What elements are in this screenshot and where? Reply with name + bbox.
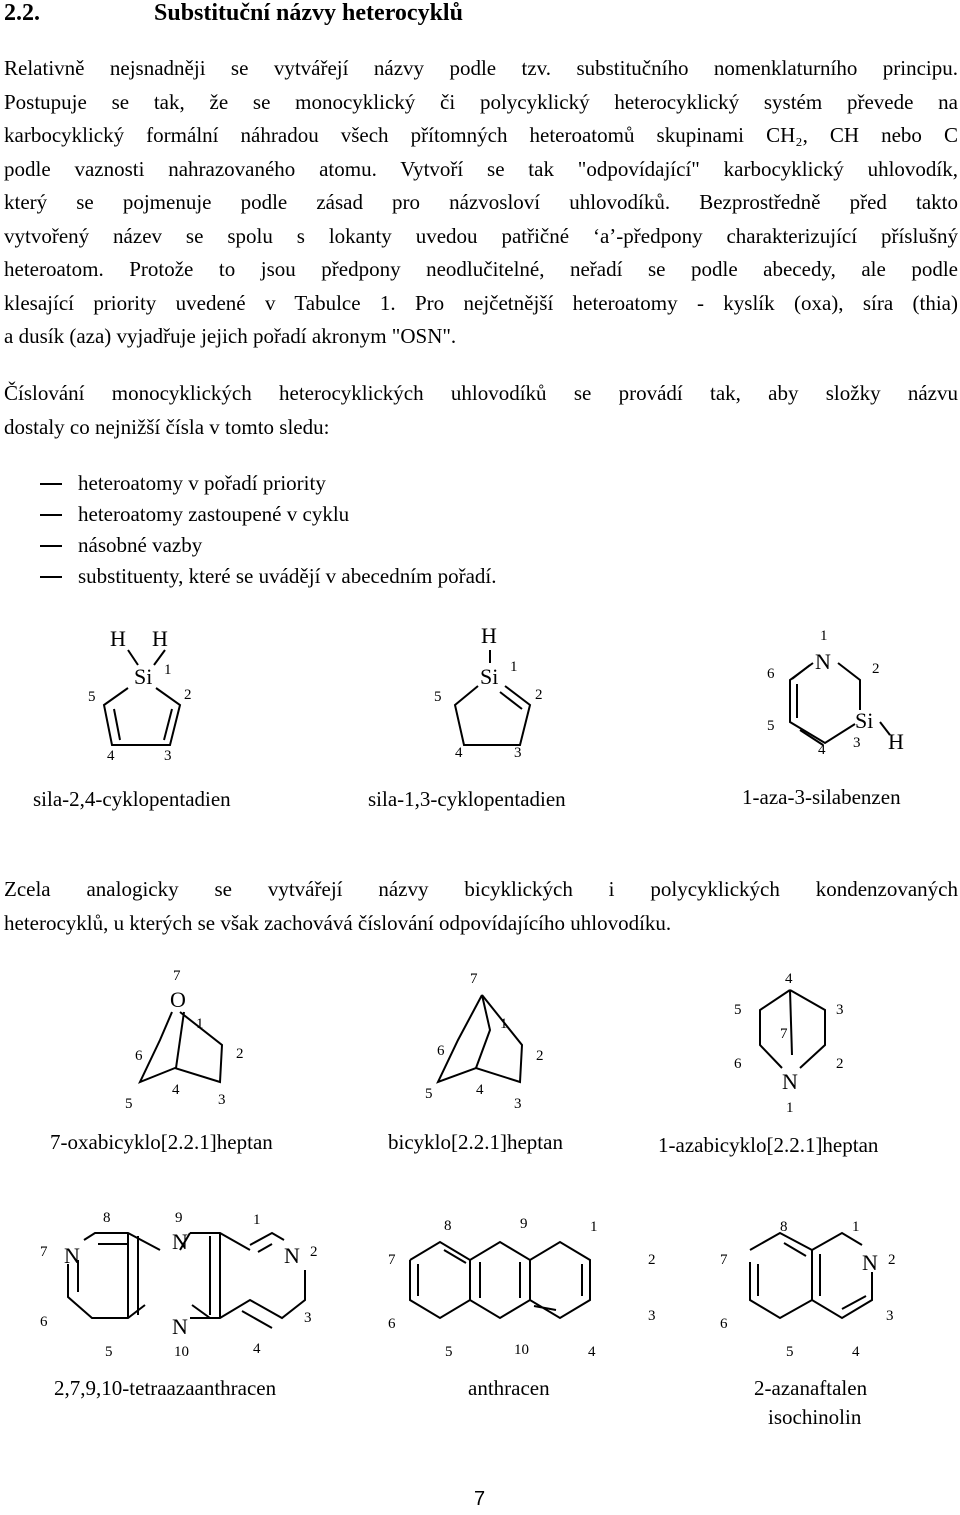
locant: 2 (535, 687, 543, 703)
locant: 2 (836, 1056, 844, 1072)
locant: 7 (40, 1244, 48, 1260)
locant: 6 (388, 1316, 396, 1332)
locant: 1 (590, 1219, 598, 1235)
locant: 4 (818, 742, 826, 758)
locant: 5 (734, 1002, 742, 1018)
list-item: substituenty, které se uvádějí v abecedním pořadí. (4, 561, 497, 592)
text-line: klesající priority uvedené v Tabulce 1. Pro nejčetnější heteroatomy - kyslík (oxa), síra (thia) (4, 290, 958, 315)
locant: 1 (196, 1016, 204, 1032)
locant: 6 (437, 1043, 445, 1059)
locant: 1 (500, 1016, 508, 1032)
caption: anthracen (468, 1376, 550, 1400)
locant: 5 (125, 1096, 133, 1112)
locant: 3 (304, 1310, 312, 1326)
locant: 10 (514, 1342, 529, 1358)
locant: 4 (253, 1341, 261, 1357)
atom-n: N (782, 1069, 798, 1094)
atom-n: N (172, 1314, 188, 1339)
caption: 1-azabicyklo[2.2.1]heptan (658, 1133, 879, 1157)
isoquinoline-structure (750, 1233, 872, 1318)
locant: 2 (184, 687, 192, 703)
list-item: násobné vazby (4, 530, 497, 561)
atom-o: O (170, 987, 186, 1012)
locant: 2 (236, 1046, 244, 1062)
locant: 4 (455, 745, 463, 761)
atom-n: N (815, 649, 831, 674)
atom-n: N (172, 1229, 188, 1254)
locant: 5 (425, 1086, 433, 1102)
text-line: vytvořený název se spolu s lokanty uvedou patřičné ‘a’-předpony charakterizující příslušný (4, 223, 958, 248)
text-line: dostaly co nejnižší čísla v tomto sledu: (4, 414, 330, 439)
atom-n: N (284, 1243, 300, 1268)
locant: 5 (105, 1344, 113, 1360)
locant: 6 (734, 1056, 742, 1072)
atom-n: N (862, 1250, 878, 1275)
caption: isochinolin (768, 1405, 862, 1429)
locant: 7 (720, 1252, 728, 1268)
locant: 6 (135, 1048, 143, 1064)
locant: 1 (164, 662, 172, 678)
locant: 7 (173, 968, 181, 984)
locant: 4 (588, 1344, 596, 1360)
row2-labels (50, 968, 879, 1157)
caption: bicyklo[2.2.1]heptan (388, 1130, 563, 1154)
locant: 3 (886, 1308, 894, 1324)
atom-h: H (110, 626, 126, 651)
text-line: Relativně nejsnadněji se vytvářejí názvy podle tzv. substitučního nomenklaturního principu. (4, 56, 958, 80)
locant: 1 (852, 1219, 860, 1235)
locant: 3 (164, 748, 172, 764)
atom-h: H (152, 626, 168, 651)
locant: 7 (470, 971, 478, 987)
atom-n: N (64, 1243, 80, 1268)
locant: 4 (852, 1344, 860, 1360)
locant: 2 (536, 1048, 544, 1064)
locant: 2 (888, 1252, 896, 1268)
atom-h: H (888, 729, 904, 754)
text-line: Číslování monocyklických heterocyklických uhlovodíků se provádí tak, aby složky názvu (4, 381, 958, 405)
anthracene-structure (410, 1242, 590, 1318)
atom-si: Si (855, 708, 874, 733)
locant: 9 (175, 1210, 183, 1226)
locant: 3 (514, 745, 522, 761)
list-item: heteroatomy v pořadí priority (4, 468, 497, 499)
locant: 5 (434, 689, 442, 705)
section-title: Substituční názvy heterocyklů (154, 0, 463, 26)
text-line: heterocyklů, u kterých se však zachovává číslování odpovídajícího uhlovodíku. (4, 910, 672, 935)
caption: sila-2,4-cyklopentadien (33, 787, 231, 811)
locant: 6 (767, 666, 775, 682)
locant: 8 (103, 1210, 111, 1226)
locant: 7 (780, 1026, 788, 1042)
caption: 7-oxabicyklo[2.2.1]heptan (50, 1130, 273, 1154)
locant: 4 (107, 748, 115, 764)
locant: 8 (780, 1219, 788, 1235)
locant: 5 (445, 1344, 453, 1360)
locant: 2 (872, 661, 880, 677)
locant: 4 (476, 1082, 484, 1098)
list-item: heteroatomy zastoupené v cyklu (4, 499, 497, 530)
caption: 2,7,9,10-tetraazaanthracen (54, 1376, 277, 1400)
caption: 1-aza-3-silabenzen (742, 785, 901, 809)
locant: 8 (444, 1218, 452, 1234)
text-line: karbocyklický formální náhradou všech přítomných heteroatomů skupinami CH₂, CH nebo C (4, 123, 958, 147)
azabicycloheptane-structure (760, 990, 825, 1068)
oxabicycloheptane-structure (140, 1012, 222, 1082)
bicycloheptane-structure (438, 995, 522, 1082)
locant: 5 (767, 718, 775, 734)
locant: 1 (786, 1100, 794, 1116)
caption: 2-azanaftalen (754, 1376, 868, 1400)
locant: 3 (648, 1308, 656, 1324)
locant: 5 (786, 1344, 794, 1360)
locant: 1 (820, 628, 828, 644)
locant: 1 (510, 659, 518, 675)
locant: 3 (836, 1002, 844, 1018)
text-line: podle vaznosti nahrazovaného atomu. Vytvoří se tak "odpovídající" karbocyklický uhlovodík, (4, 156, 958, 181)
locant: 7 (388, 1252, 396, 1268)
locant: 1 (253, 1212, 261, 1228)
page-number: 7 (474, 1488, 486, 1510)
locant: 6 (40, 1314, 48, 1330)
locant: 4 (172, 1082, 180, 1098)
locant: 3 (218, 1092, 226, 1108)
text-line: Postupuje se tak, že se monocyklický či polycyklický heterocyklický systém převede na (4, 89, 958, 114)
locant: 3 (853, 735, 861, 751)
atom-si: Si (134, 664, 153, 689)
locant: 5 (88, 689, 96, 705)
caption: sila-1,3-cyklopentadien (368, 787, 566, 811)
text-line: heteroatom. Protože to jsou předpony neodlučitelné, neřadí se podle abecedy, ale podle (4, 257, 958, 281)
locant: 6 (720, 1316, 728, 1332)
locant: 3 (514, 1096, 522, 1112)
locant: 2 (310, 1244, 318, 1260)
row3-labels (40, 1210, 896, 1429)
atom-si: Si (480, 664, 499, 689)
text-line: Zcela analogicky se vytvářejí názvy bicyklických i polycyklických kondenzovaných (4, 877, 958, 901)
locant: 4 (785, 971, 793, 987)
text-line: který se pojmenuje podle zásad pro názvosloví uhlovodíků. Bezprostředně před takto (4, 190, 958, 214)
text-line: a dusík (aza) vyjadřuje jejich pořadí akronym "OSN". (4, 324, 457, 348)
locant: 2 (648, 1252, 656, 1268)
atom-h: H (481, 623, 497, 648)
section-number: 2.2. (4, 0, 40, 26)
locant: 10 (174, 1344, 189, 1360)
locant: 9 (520, 1216, 528, 1232)
